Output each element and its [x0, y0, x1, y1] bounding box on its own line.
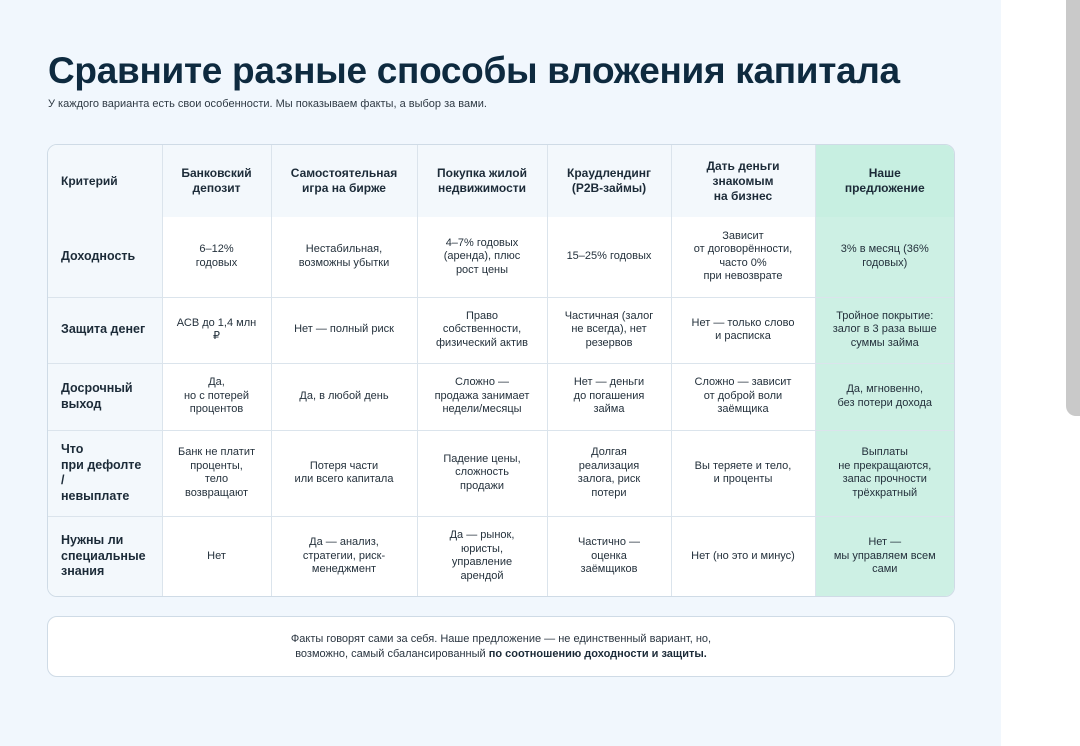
table-cell: 15–25% годовых [547, 217, 671, 297]
column-header-label: Наше предложение [844, 166, 925, 195]
column-header-label: Самостоятельная игра на бирже [290, 166, 398, 195]
column-header-crowdlending [547, 145, 671, 217]
table-cell-our-offer: Тройное покрытие: залог в 3 раза выше суммы займа [815, 297, 954, 363]
column-header-label: Дать деньги знакомым на бизнес [706, 158, 780, 203]
table-cell: 4–7% годовых (аренда), плюс рост цены [417, 217, 547, 297]
row-label: Защита денег [48, 297, 162, 363]
table-cell: Зависит от договорённости, часто 0% при невозврате [671, 217, 815, 297]
table-cell: Нет — деньги до погашения займа [547, 363, 671, 430]
table-cell: 6–12% годовых [162, 217, 271, 297]
note-line-2-text: возможно, самый сбалансированный [295, 647, 489, 660]
summary-note [47, 616, 955, 677]
table-cell: Нестабильная, возможны убытки [271, 217, 417, 297]
table-row [48, 297, 954, 363]
table-cell: Да — рынок, юристы, управление арендой [417, 516, 547, 596]
table-cell: Сложно — зависит от доброй воли заёмщика [671, 363, 815, 430]
comparison-table [47, 144, 955, 597]
table-header-row [48, 145, 954, 217]
table-cell: Нет (но это и минус) [671, 516, 815, 596]
row-label: Доходность [48, 217, 162, 297]
row-label: Что при дефолте / невыплате [48, 430, 162, 516]
table-cell: Банк не платит проценты, тело возвращают [162, 430, 271, 516]
column-header-label: Критерий [61, 173, 118, 188]
row-label: Нужны ли специальные знания [48, 516, 162, 596]
page-scrollbar[interactable] [1066, 0, 1080, 416]
page-title: Сравните разные способы вложения капитала [48, 50, 900, 91]
note-line-1: Факты говорят сами за себя. Наше предложение — не единственный вариант, но, [290, 632, 712, 645]
page-subtitle: У каждого варианта есть свои особенности. Мы показываем факты, а выбор за вами. [48, 98, 487, 110]
table-cell-our-offer: Нет — мы управляем всем сами [815, 516, 954, 596]
table-row [48, 516, 954, 596]
table-cell: Сложно — продажа занимает недели/месяцы [417, 363, 547, 430]
table-cell: Нет — только слово и расписка [671, 297, 815, 363]
table-cell: Да, но с потерей процентов [162, 363, 271, 430]
table-cell: Долгая реализация залога, риск потери [547, 430, 671, 516]
table-row [48, 430, 954, 516]
table-cell-our-offer: Да, мгновенно, без потери дохода [815, 363, 954, 430]
table-cell: Частичная (залог не всегда), нет резервов [547, 297, 671, 363]
column-header-criterion [48, 145, 162, 217]
column-header-label: Краудлендинг (P2B-займы) [567, 166, 651, 195]
table-cell: Нет [162, 516, 271, 596]
column-header-friends-business [671, 145, 815, 217]
column-header-bank-deposit [162, 145, 271, 217]
table-cell-our-offer: 3% в месяц (36% годовых) [815, 217, 954, 297]
table-cell: Нет — полный риск [271, 297, 417, 363]
note-line-2 [295, 647, 707, 662]
column-header-label: Покупка жилой недвижимости [437, 166, 527, 195]
table-row [48, 217, 954, 297]
row-label: Досрочный выход [48, 363, 162, 430]
table-cell: Потеря части или всего капитала [271, 430, 417, 516]
table-cell: АСВ до 1,4 млн ₽ [162, 297, 271, 363]
table-cell: Право собственности, физический актив [417, 297, 547, 363]
table-cell: Да — анализ, стратегии, риск- менеджмент [271, 516, 417, 596]
table-row [48, 363, 954, 430]
column-header-our-offer [815, 145, 954, 217]
table-cell: Падение цены, сложность продажи [417, 430, 547, 516]
table-cell-our-offer: Выплаты не прекращаются, запас прочности трёхкратный [815, 430, 954, 516]
table-cell: Частично — оценка заёмщиков [547, 516, 671, 596]
column-header-real-estate [417, 145, 547, 217]
note-line-2-emphasis: по соотношению доходности и защиты. [488, 647, 707, 660]
column-header-label: Банковский депозит [181, 166, 252, 195]
table-cell: Да, в любой день [271, 363, 417, 430]
column-header-stock-trading [271, 145, 417, 217]
table-cell: Вы теряете и тело, и проценты [671, 430, 815, 516]
